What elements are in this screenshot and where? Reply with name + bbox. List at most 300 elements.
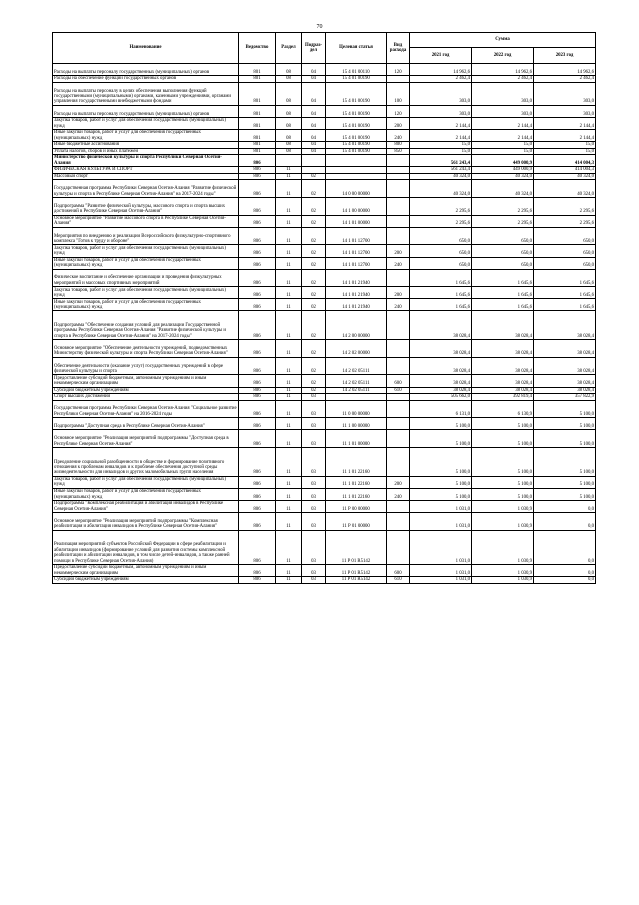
cell-ved: 806	[239, 198, 276, 216]
cell-vr	[387, 340, 410, 358]
cell-ved: 806	[239, 180, 276, 198]
table-row	[53, 476, 596, 488]
cell-name: Физическое воспитание и обеспечение организации и проведения физкультурных мероприятий и массовых спортивных мероприятий	[53, 269, 239, 287]
cell-2023: 2 144,4	[534, 117, 596, 129]
cell-podrazdel: 02	[302, 287, 326, 299]
cell-podrazdel: 02	[302, 269, 326, 287]
cell-razdel: 11	[276, 311, 302, 340]
cell-2022: 2 462,4	[472, 76, 534, 83]
cell-ved: 806	[239, 564, 276, 576]
cell-cst: 14 1 01 12700	[326, 245, 387, 257]
cell-podrazdel: 03	[302, 394, 326, 401]
cell-2021: 2 462,4	[410, 76, 472, 83]
table-row	[53, 375, 596, 387]
cell-ved: 806	[239, 245, 276, 257]
cell-2021: 505 662,0	[410, 394, 472, 401]
cell-2021: 38 028,4	[410, 387, 472, 394]
cell-2023: 5 100,0	[534, 476, 596, 488]
cell-name: Основное мероприятие "Обеспечение деятельности учреждений, подведомственных Министерству физической культуры и спорта Республики Северная Осетия-Алания"	[53, 340, 239, 358]
cell-podrazdel: 02	[302, 215, 326, 227]
table-body	[53, 64, 596, 584]
cell-ved: 806	[239, 418, 276, 430]
cell-ved: 801	[239, 117, 276, 129]
cell-vr	[387, 311, 410, 340]
cell-ved: 806	[239, 311, 276, 340]
cell-2023: 0,0	[534, 530, 596, 564]
cell-vr: 850	[387, 148, 410, 155]
cell-2023: 5 100,0	[534, 400, 596, 418]
cell-ved: 806	[239, 269, 276, 287]
cell-razdel: 11	[276, 245, 302, 257]
cell-vr: 600	[387, 564, 410, 576]
cell-razdel: 08	[276, 76, 302, 83]
cell-name: Закупка товаров, работ и услуг для обеспечения государственных (муниципальных) нужд	[53, 245, 239, 257]
cell-podrazdel: 03	[302, 430, 326, 448]
cell-2022: 14 962,6	[472, 64, 534, 76]
cell-podrazdel: 02	[302, 299, 326, 311]
cell-razdel: 08	[276, 105, 302, 117]
cell-vr: 800	[387, 142, 410, 149]
cell-2021: 40 324,0	[410, 173, 472, 180]
cell-2022: 15,0	[472, 142, 534, 149]
cell-2022: 303,0	[472, 105, 534, 117]
cell-2022: 650,0	[472, 227, 534, 245]
cell-name: Основное мероприятие "Реализация мероприятий подпрограммы "Доступная среда в Республике Северная Осетия-Алания"	[53, 430, 239, 448]
table-row	[53, 269, 596, 287]
cell-ved: 806	[239, 500, 276, 512]
cell-razdel: 11	[276, 400, 302, 418]
cell-podrazdel: 02	[302, 227, 326, 245]
cell-podrazdel: 02	[302, 387, 326, 394]
cell-2021: 38 028,4	[410, 357, 472, 375]
cell-vr: 600	[387, 375, 410, 387]
cell-2022: 650,0	[472, 245, 534, 257]
cell-2021: 38 028,4	[410, 375, 472, 387]
cell-2022: 40 324,0	[472, 180, 534, 198]
cell-razdel: 11	[276, 513, 302, 531]
cell-cst: 15 4 01 00190	[326, 142, 387, 149]
cell-2023: 38 028,4	[534, 311, 596, 340]
table-row	[53, 227, 596, 245]
cell-podrazdel: 02	[302, 311, 326, 340]
cell-cst: 15 4 01 00190	[326, 82, 387, 105]
cell-2021: 650,0	[410, 257, 472, 269]
cell-name: Основное мероприятие "Реализация мероприятий подпрограммы "Комплексная реабилитация и абилитация инвалидов в Республике Северная Осетия-Алания"	[53, 513, 239, 531]
budget-table	[52, 32, 596, 584]
cell-razdel: 08	[276, 82, 302, 105]
cell-2021: 14 962,6	[410, 64, 472, 76]
table-row	[53, 180, 596, 198]
cell-vr	[387, 155, 410, 167]
cell-2021: 15,0	[410, 142, 472, 149]
cell-2023: 1 645,6	[534, 287, 596, 299]
cell-2022: 38 028,4	[472, 375, 534, 387]
cell-cst: 14 1 01 21940	[326, 269, 387, 287]
cell-podrazdel: 03	[302, 564, 326, 576]
cell-podrazdel: 04	[302, 130, 326, 142]
header-razdel: Раздел	[276, 33, 302, 64]
cell-cst: 11 Р 01 R5142	[326, 564, 387, 576]
cell-razdel: 11	[276, 488, 302, 500]
cell-name: Подпрограмма "Развитие физической культуры, массового спорта и спорта высших достижений в Республике Северная Осетия-Алания"	[53, 198, 239, 216]
cell-2022: 2 295,6	[472, 215, 534, 227]
cell-name: Субсидии бюджетным учреждениям	[53, 387, 239, 394]
cell-2021: 561 243,4	[410, 155, 472, 167]
cell-vr	[387, 500, 410, 512]
cell-podrazdel: 04	[302, 76, 326, 83]
cell-2021: 5 100,0	[410, 476, 472, 488]
cell-2021: 1 031,0	[410, 564, 472, 576]
cell-podrazdel	[302, 155, 326, 167]
cell-2023: 303,0	[534, 105, 596, 117]
cell-2021: 5 100,0	[410, 488, 472, 500]
cell-cst: 11 1 01 00000	[326, 430, 387, 448]
cell-razdel: 11	[276, 500, 302, 512]
table-row	[53, 215, 596, 227]
page-number: 70	[316, 24, 323, 30]
table-row	[53, 448, 596, 477]
cell-2021: 2 144,4	[410, 130, 472, 142]
cell-razdel: 08	[276, 117, 302, 129]
cell-name: Иные закупки товаров, работ и услуг для обеспечения государственных (муниципальных) нужд	[53, 257, 239, 269]
cell-2021: 650,0	[410, 245, 472, 257]
cell-cst: 15 4 01 00190	[326, 105, 387, 117]
cell-2021: 650,0	[410, 227, 472, 245]
table-row	[53, 299, 596, 311]
cell-2021: 561 243,4	[410, 167, 472, 174]
cell-podrazdel: 03	[302, 476, 326, 488]
cell-ved: 806	[239, 167, 276, 174]
cell-vr	[387, 180, 410, 198]
cell-razdel: 11	[276, 257, 302, 269]
cell-2023: 650,0	[534, 227, 596, 245]
cell-podrazdel: 03	[302, 400, 326, 418]
cell-ved: 806	[239, 357, 276, 375]
cell-2021: 6 131,0	[410, 400, 472, 418]
cell-cst: 14 1 01 00000	[326, 215, 387, 227]
cell-razdel: 11	[276, 198, 302, 216]
cell-podrazdel: 02	[302, 375, 326, 387]
cell-podrazdel: 03	[302, 577, 326, 584]
cell-2023: 414 004,3	[534, 155, 596, 167]
table-row	[53, 198, 596, 216]
cell-ved: 806	[239, 375, 276, 387]
cell-razdel: 11	[276, 375, 302, 387]
cell-name: Закупка товаров, работ и услуг для обеспечения государственных (муниципальных) нужд	[53, 287, 239, 299]
cell-name: Государственная программа Республики Северная Осетия-Алания "Развитие физической культуры и спорта в Республике Северная Осетия-Алания" на 2017-2024 годы"	[53, 180, 239, 198]
cell-2021: 38 028,4	[410, 311, 472, 340]
cell-name: Преодоление социальной разобщенности в обществе и формирование позитивного отношения к проблемам инвалидов и к проблеме обеспечения доступной среды жизнедеятельности для инвалидов и других маломобильных групп населения	[53, 448, 239, 477]
cell-cst: 14 1 01 21940	[326, 299, 387, 311]
table-row	[53, 564, 596, 576]
cell-2022: 392 819,4	[472, 394, 534, 401]
cell-2023: 38 028,4	[534, 340, 596, 358]
cell-2021: 2 144,4	[410, 117, 472, 129]
table-row	[53, 500, 596, 512]
table-row	[53, 155, 596, 167]
cell-name: Подпрограмма "Комплексная реабилитация и абилитация инвалидов в Республике Северная Осетия-Алания"	[53, 500, 239, 512]
cell-2022: 650,0	[472, 257, 534, 269]
cell-2023: 5 100,0	[534, 448, 596, 477]
cell-2023: 303,0	[534, 82, 596, 105]
cell-2022: 5 100,0	[472, 448, 534, 477]
cell-ved: 806	[239, 340, 276, 358]
cell-2021: 2 295,6	[410, 215, 472, 227]
cell-vr: 200	[387, 117, 410, 129]
cell-ved: 801	[239, 130, 276, 142]
cell-2023: 357 822,9	[534, 394, 596, 401]
header-year-2021: 2021 год	[410, 48, 472, 64]
cell-vr: 100	[387, 82, 410, 105]
table-row	[53, 430, 596, 448]
cell-2021: 5 100,0	[410, 448, 472, 477]
cell-vr: 120	[387, 105, 410, 117]
cell-name: Закупка товаров, работ и услуг для обеспечения государственных (муниципальных) нужд	[53, 476, 239, 488]
cell-ved: 806	[239, 488, 276, 500]
cell-2022: 38 028,4	[472, 387, 534, 394]
cell-razdel: 11	[276, 227, 302, 245]
cell-2021: 1 645,6	[410, 299, 472, 311]
table-row	[53, 530, 596, 564]
table-row	[53, 577, 596, 584]
cell-2023: 2 144,4	[534, 130, 596, 142]
cell-2022: 5 100,0	[472, 488, 534, 500]
cell-cst: 15 4 01 00110	[326, 64, 387, 76]
cell-razdel: 11	[276, 287, 302, 299]
cell-ved: 806	[239, 430, 276, 448]
cell-2021: 38 028,4	[410, 340, 472, 358]
cell-cst: 14 0 00 00000	[326, 180, 387, 198]
table-row	[53, 82, 596, 105]
cell-name: Массовый спорт	[53, 173, 239, 180]
cell-podrazdel: 03	[302, 488, 326, 500]
cell-vr	[387, 418, 410, 430]
cell-2021: 5 100,0	[410, 430, 472, 448]
cell-2023: 40 324,0	[534, 173, 596, 180]
cell-razdel: 11	[276, 476, 302, 488]
cell-2023: 38 028,4	[534, 387, 596, 394]
cell-2022: 303,0	[472, 82, 534, 105]
cell-ved: 801	[239, 82, 276, 105]
cell-2021: 1 645,6	[410, 269, 472, 287]
cell-2023: 650,0	[534, 257, 596, 269]
cell-cst: 11 0 00 00000	[326, 400, 387, 418]
cell-2023: 0,0	[534, 564, 596, 576]
cell-ved: 806	[239, 577, 276, 584]
table-row	[53, 513, 596, 531]
table-row	[53, 245, 596, 257]
cell-2022: 6 130,9	[472, 400, 534, 418]
cell-2021: 40 324,0	[410, 180, 472, 198]
cell-vr	[387, 269, 410, 287]
cell-name: Иные закупки товаров, работ и услуг для обеспечения государственных (муниципальных) нужд	[53, 488, 239, 500]
cell-razdel: 11	[276, 577, 302, 584]
cell-2023: 14 962,6	[534, 64, 596, 76]
table-row	[53, 340, 596, 358]
cell-2022: 2 295,6	[472, 198, 534, 216]
cell-2021: 1 645,6	[410, 287, 472, 299]
cell-razdel: 11	[276, 387, 302, 394]
cell-ved: 801	[239, 148, 276, 155]
cell-name: Спорт высших достижений	[53, 394, 239, 401]
cell-razdel: 08	[276, 142, 302, 149]
cell-podrazdel: 03	[302, 418, 326, 430]
cell-2022: 1 645,6	[472, 287, 534, 299]
cell-2022: 5 100,0	[472, 418, 534, 430]
cell-podrazdel: 02	[302, 180, 326, 198]
cell-razdel: 11	[276, 299, 302, 311]
cell-name: Предоставление субсидий бюджетным, автономным учреждениям и иным некоммерческим организациям	[53, 375, 239, 387]
cell-cst: 14 1 01 21940	[326, 287, 387, 299]
cell-2023: 40 324,0	[534, 180, 596, 198]
cell-razdel: 08	[276, 130, 302, 142]
cell-name: Расходы на выплаты персоналу государственных (муниципальных) органов	[53, 105, 239, 117]
cell-cst: 14 2 02 05111	[326, 387, 387, 394]
cell-ved: 806	[239, 173, 276, 180]
cell-razdel: 11	[276, 180, 302, 198]
cell-ved: 801	[239, 76, 276, 83]
cell-2022: 1 030,9	[472, 513, 534, 531]
cell-name: Закупка товаров, работ и услуг для обеспечения государственных (муниципальных) нужд	[53, 117, 239, 129]
cell-podrazdel: 04	[302, 64, 326, 76]
table-row	[53, 257, 596, 269]
cell-vr	[387, 357, 410, 375]
cell-cst: 15 4 01 00190	[326, 117, 387, 129]
cell-podrazdel: 04	[302, 117, 326, 129]
cell-ved: 806	[239, 530, 276, 564]
cell-2022: 38 028,4	[472, 357, 534, 375]
cell-2023: 15,0	[534, 142, 596, 149]
cell-vr: 610	[387, 387, 410, 394]
cell-ved: 806	[239, 513, 276, 531]
cell-2022: 1 030,9	[472, 530, 534, 564]
cell-2023: 5 100,0	[534, 430, 596, 448]
cell-vr	[387, 530, 410, 564]
cell-cst: 15 4 01 00190	[326, 148, 387, 155]
cell-2023: 2 462,4	[534, 76, 596, 83]
cell-cst: 14 2 02 05111	[326, 375, 387, 387]
cell-vr: 200	[387, 476, 410, 488]
cell-name: Обеспечение деятельности (оказание услуг) государственных учреждений в сфере физической культуры и спорта	[53, 357, 239, 375]
cell-2023: 1 645,6	[534, 269, 596, 287]
cell-ved: 806	[239, 299, 276, 311]
header-name: Наименование	[53, 33, 239, 64]
cell-ved: 801	[239, 64, 276, 76]
table-row	[53, 105, 596, 117]
cell-2021: 1 031,0	[410, 530, 472, 564]
cell-name: Подпрограмма "Обеспечение создания условий для реализации Государственной программы Республики Северная Осетия-Алания "Развитие физической культуры и спорта в Республике Северная Осетия-Алания" на 2017-2024 годы"	[53, 311, 239, 340]
cell-2023: 5 100,0	[534, 418, 596, 430]
table-row	[53, 64, 596, 76]
cell-vr: 240	[387, 257, 410, 269]
cell-ved: 801	[239, 105, 276, 117]
cell-ved: 806	[239, 387, 276, 394]
cell-podrazdel: 02	[302, 340, 326, 358]
cell-razdel: 11	[276, 418, 302, 430]
cell-2023: 15,0	[534, 148, 596, 155]
cell-2022: 5 100,0	[472, 430, 534, 448]
table-row	[53, 488, 596, 500]
cell-vr	[387, 448, 410, 477]
cell-cst: 11 1 01 22160	[326, 476, 387, 488]
cell-2022: 5 100,0	[472, 476, 534, 488]
cell-2022: 2 144,4	[472, 117, 534, 129]
cell-podrazdel: 02	[302, 257, 326, 269]
cell-name: Иные закупки товаров, работ и услуг для обеспечения государственных (муниципальных) нужд	[53, 299, 239, 311]
table-row	[53, 357, 596, 375]
cell-name: Предоставление субсидий бюджетным, автономным учреждениям и иным некоммерческим организациям	[53, 564, 239, 576]
cell-name: ФИЗИЧЕСКАЯ КУЛЬТУРА И СПОРТ	[53, 167, 239, 174]
cell-vr	[387, 215, 410, 227]
cell-2021: 5 100,0	[410, 418, 472, 430]
cell-ved: 806	[239, 394, 276, 401]
cell-name: Расходы на обеспечение функций государственных органов	[53, 76, 239, 83]
cell-razdel: 11	[276, 564, 302, 576]
cell-razdel: 11	[276, 340, 302, 358]
cell-razdel: 08	[276, 64, 302, 76]
cell-razdel: 11	[276, 269, 302, 287]
header-cst: Целевая статья	[326, 33, 387, 64]
cell-razdel: 11	[276, 173, 302, 180]
cell-2022: 1 645,6	[472, 299, 534, 311]
cell-2022: 40 324,0	[472, 173, 534, 180]
cell-name: Расходы на выплаты персоналу в целях обеспечения выполнения функций государственными (муниципальными) органами, казенными учреждениями, органами управления государственными внебюджетными фондами	[53, 82, 239, 105]
cell-name: Реализация мероприятий субъектов Российской Федерации в сфере реабилитации и абилитации инвалидов (формирование условий для развития системы комплексной реабилитации и абилитации инвалидов, в том числе детей-инвалидов, а также ранней помощи в Республике Северная Осетия-Алания)	[53, 530, 239, 564]
cell-podrazdel: 03	[302, 448, 326, 477]
cell-vr: 200	[387, 287, 410, 299]
cell-podrazdel: 02	[302, 357, 326, 375]
cell-razdel: 11	[276, 167, 302, 174]
cell-vr	[387, 430, 410, 448]
cell-podrazdel: 04	[302, 82, 326, 105]
cell-2023: 38 028,4	[534, 357, 596, 375]
cell-razdel	[276, 155, 302, 167]
cell-2023: 2 295,6	[534, 198, 596, 216]
cell-2021: 1 031,0	[410, 513, 472, 531]
cell-name: Иные бюджетные ассигнования	[53, 142, 239, 149]
cell-cst: 14 1 00 00000	[326, 198, 387, 216]
cell-cst: 11 1 00 00000	[326, 418, 387, 430]
cell-razdel: 11	[276, 357, 302, 375]
cell-vr: 240	[387, 299, 410, 311]
cell-cst: 11 Р 01 R5142	[326, 577, 387, 584]
cell-vr	[387, 513, 410, 531]
cell-2022: 1 030,9	[472, 500, 534, 512]
cell-2022: 1 030,9	[472, 577, 534, 584]
cell-cst: 14 2 02 05111	[326, 357, 387, 375]
table-row	[53, 117, 596, 129]
cell-2022: 38 028,4	[472, 340, 534, 358]
cell-ved: 806	[239, 227, 276, 245]
cell-2023: 1 645,6	[534, 299, 596, 311]
cell-name: Уплата налогов, сборов и иных платежей	[53, 148, 239, 155]
cell-2022: 1 645,6	[472, 269, 534, 287]
cell-2022: 15,0	[472, 148, 534, 155]
cell-razdel: 11	[276, 394, 302, 401]
cell-razdel: 11	[276, 215, 302, 227]
cell-vr: 240	[387, 130, 410, 142]
cell-name: Субсидии бюджетным учреждениям	[53, 577, 239, 584]
cell-cst: 14 2 00 00000	[326, 311, 387, 340]
cell-2023: 414 004,3	[534, 167, 596, 174]
header-summa: Сумма	[410, 33, 596, 48]
header-ved: Ведомство	[239, 33, 276, 64]
cell-name: Подпрограмма "Доступная среда в Республике Северная Осетия-Алания"	[53, 418, 239, 430]
cell-vr: 200	[387, 245, 410, 257]
cell-cst: 15 4 01 00190	[326, 76, 387, 83]
cell-vr	[387, 198, 410, 216]
cell-2022: 2 144,4	[472, 130, 534, 142]
